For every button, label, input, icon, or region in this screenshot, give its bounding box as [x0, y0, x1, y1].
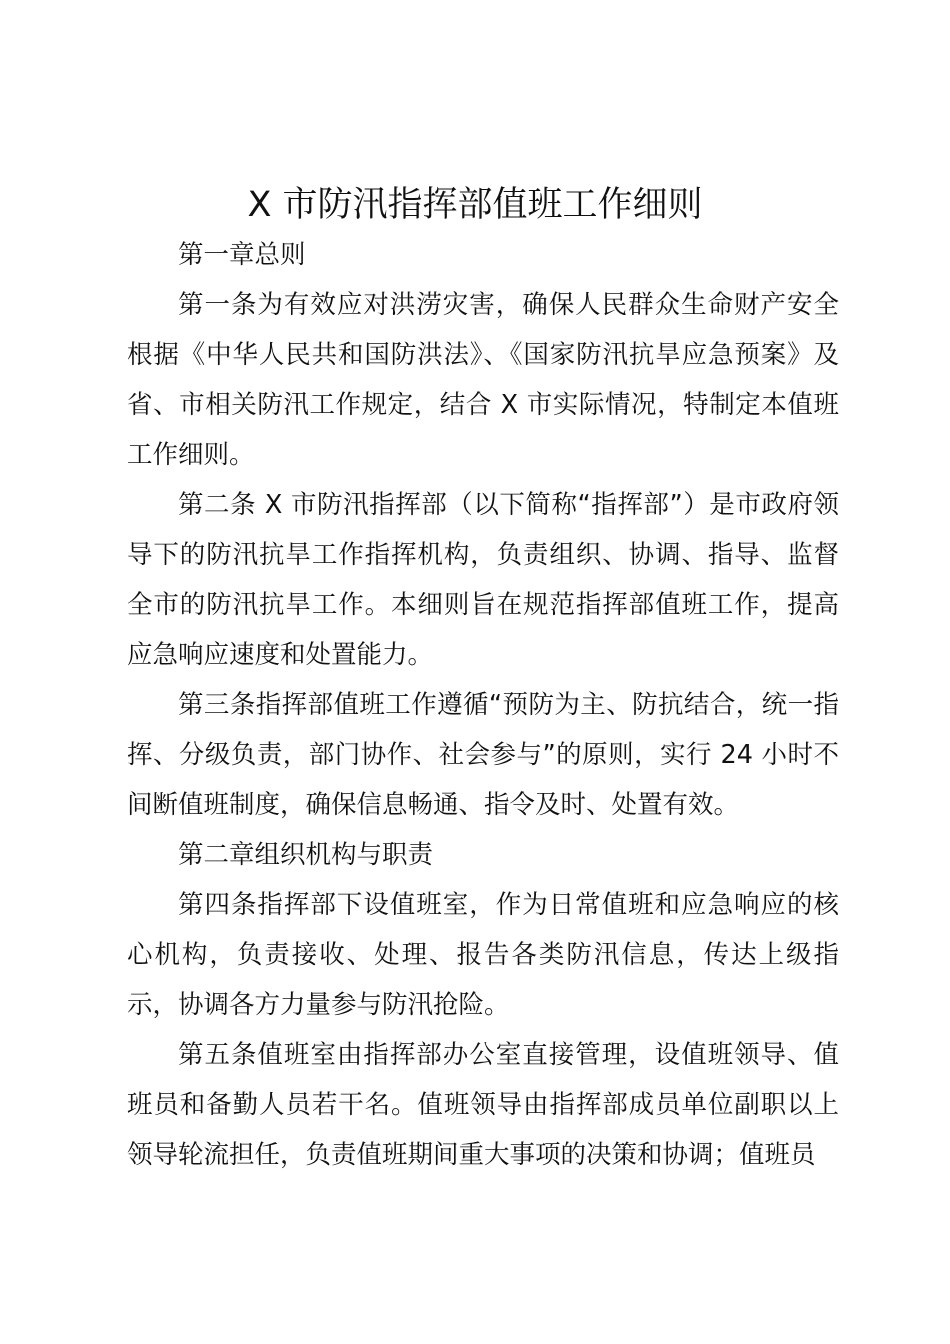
article-5: 第五条值班室由指挥部办公室直接管理，设值班领导、值班员和备勤人员若干名。值班领导由指挥部成员单位副职以上领导轮流担任，负责值班期间重大事项的决策和协调；值班员 — [127, 1040, 839, 1170]
article-4: 第四条指挥部下设值班室，作为日常值班和应急响应的核心机构，负责接收、处理、报告各类防汛信息，传达上级指示，协调各方力量参与防汛抢险。 — [127, 890, 839, 1020]
article-2: 第二条 X 市防汛指挥部（以下简称“指挥部”）是市政府领导下的防汛抗旱工作指挥机构，负责组织、协调、指导、监督全市的防汛抗旱工作。本细则旨在规范指挥部值班工作，提高应急响应速度和处置能力。 — [127, 490, 839, 670]
chapter-heading-1: 第一章总则 — [178, 240, 306, 270]
document-body — [127, 230, 839, 1180]
article-3: 第三条指挥部值班工作遵循“预防为主、防抗结合，统一指挥、分级负责，部门协作、社会参与”的原则，实行 24 小时不间断值班制度，确保信息畅通、指令及时、处置有效。 — [127, 690, 839, 820]
chapter-heading-2: 第二章组织机构与职责 — [178, 840, 434, 870]
document-title: X 市防汛指挥部值班工作细则 — [247, 185, 703, 225]
article-1: 第一条为有效应对洪涝灾害，确保人民群众生命财产安全根据《中华人民共和国防洪法》、《国家防汛抗旱应急预案》及省、市相关防汛工作规定，结合 X 市实际情况，特制定本值班工作细则。 — [127, 290, 839, 470]
